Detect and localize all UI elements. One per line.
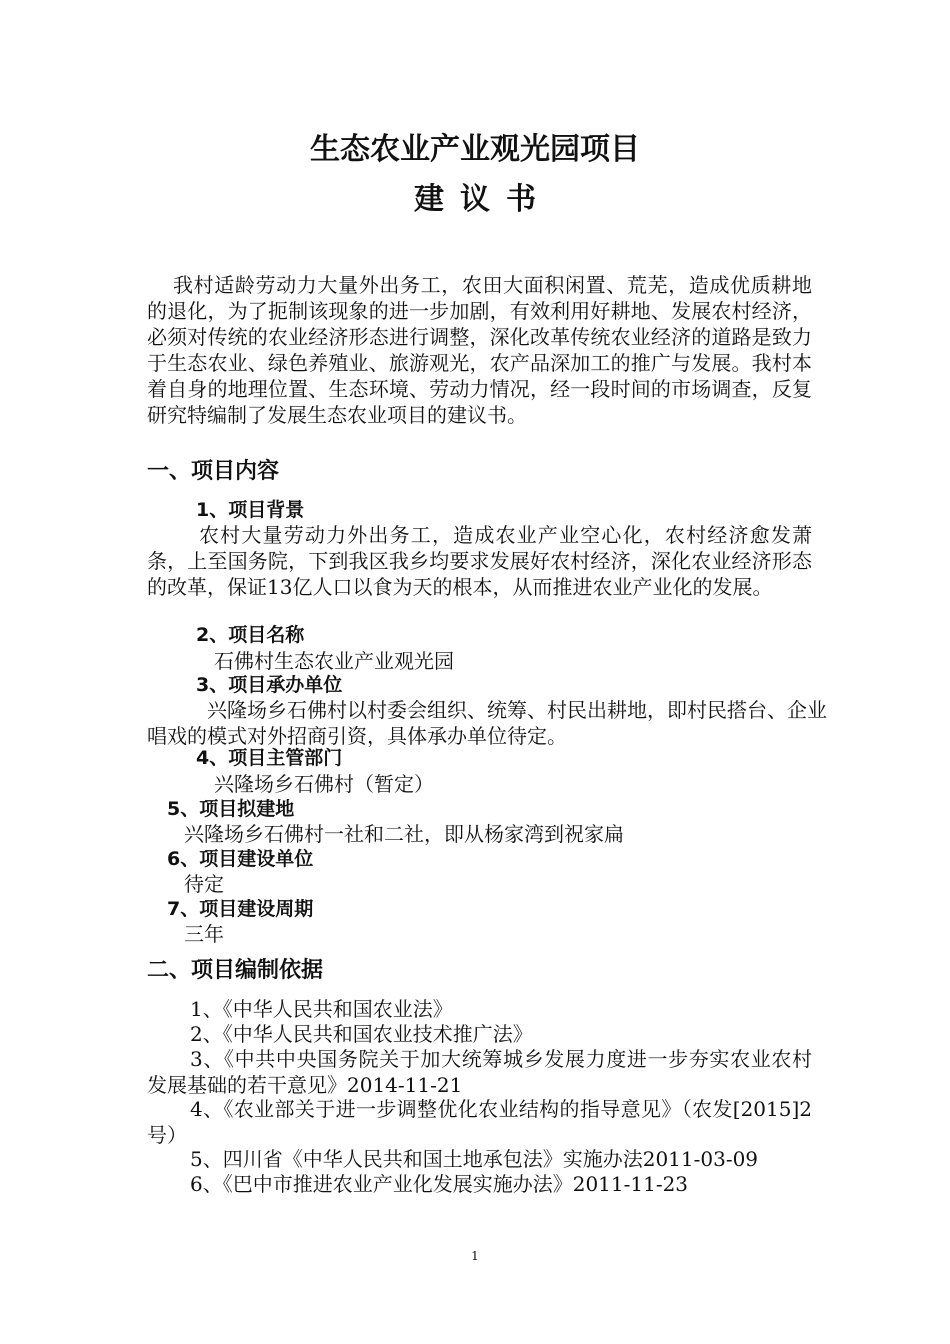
item1-text: 农村大量劳动力外出务工，造成农业产业空心化，农村经济愈发萧条，上至国务院，下到我区我乡均要求发展好农村经济，深化农业经济形态的改革，保证13亿人口以食为天的根本，从而推进农业产业化的发展。 <box>147 523 812 599</box>
item7-text: 三年 <box>184 922 224 946</box>
item7-label: 7、项目建设周期 <box>167 898 314 920</box>
item2-text: 石佛村生态农业产业观光园 <box>214 649 454 673</box>
section2-heading: 二、项目编制依据 <box>147 958 324 983</box>
document-subtitle: 建议书 <box>414 182 552 217</box>
ref-5: 5、四川省《中华人民共和国土地承包法》实施办法2011-03-09 <box>190 1147 759 1171</box>
item6-label: 6、项目建设单位 <box>167 848 314 870</box>
item4-text: 兴隆场乡石佛村（暂定） <box>214 772 434 796</box>
ref-1: 1、《中华人民共和国农业法》 <box>190 997 453 1021</box>
item5-text: 兴隆场乡石佛村一社和二社，即从杨家湾到祝家扁 <box>184 822 624 846</box>
page-number: 1 <box>471 1249 479 1263</box>
item2-label: 2、项目名称 <box>196 624 305 646</box>
ref-3: 3、《中共中央国务院关于加大统筹城乡发展力度进一步夯实农业农村发展基础的若干意见》2014-11-21 <box>147 1047 812 1097</box>
item5-label: 5、项目拟建地 <box>167 798 295 820</box>
item6-text: 待定 <box>184 872 224 896</box>
ref-4: 4、《农业部关于进一步调整优化农业结构的指导意见》（农发[2015]2号） <box>147 1097 812 1147</box>
ref-2: 2、《中华人民共和国农业技术推广法》 <box>190 1022 533 1046</box>
item3-text: 兴隆场乡石佛村以村委会组织、统筹、村民出耕地，即村民搭台、企业唱戏的模式对外招商引资，具体承办单位待定。 <box>147 698 827 748</box>
item4-label: 4、项目主管部门 <box>196 747 343 769</box>
item3-label: 3、项目承办单位 <box>196 674 343 696</box>
intro-paragraph: 我村适龄劳动力大量外出务工，农田大面积闲置、荒芜，造成优质耕地的退化，为了扼制该现象的进一步加剧，有效利用好耕地、发展农村经济，必须对传统的农业经济形态进行调整，深化改革传统农业经济的道路是致力于生态农业、绿色养殖业、旅游观光，农产品深加工的推广与发展。我村本着自身的地理位置、生态环境、劳动力情况，经一段时间的市场调查，反复研究特编制了发展生态农业项目的建议书。 <box>147 273 812 427</box>
ref-6: 6、《巴中市推进农业产业化发展实施办法》2011-11-23 <box>190 1172 689 1196</box>
section1-heading: 一、项目内容 <box>147 459 280 484</box>
item1-label: 1、项目背景 <box>196 499 305 521</box>
document-title: 生态农业产业观光园项目 <box>310 132 640 167</box>
